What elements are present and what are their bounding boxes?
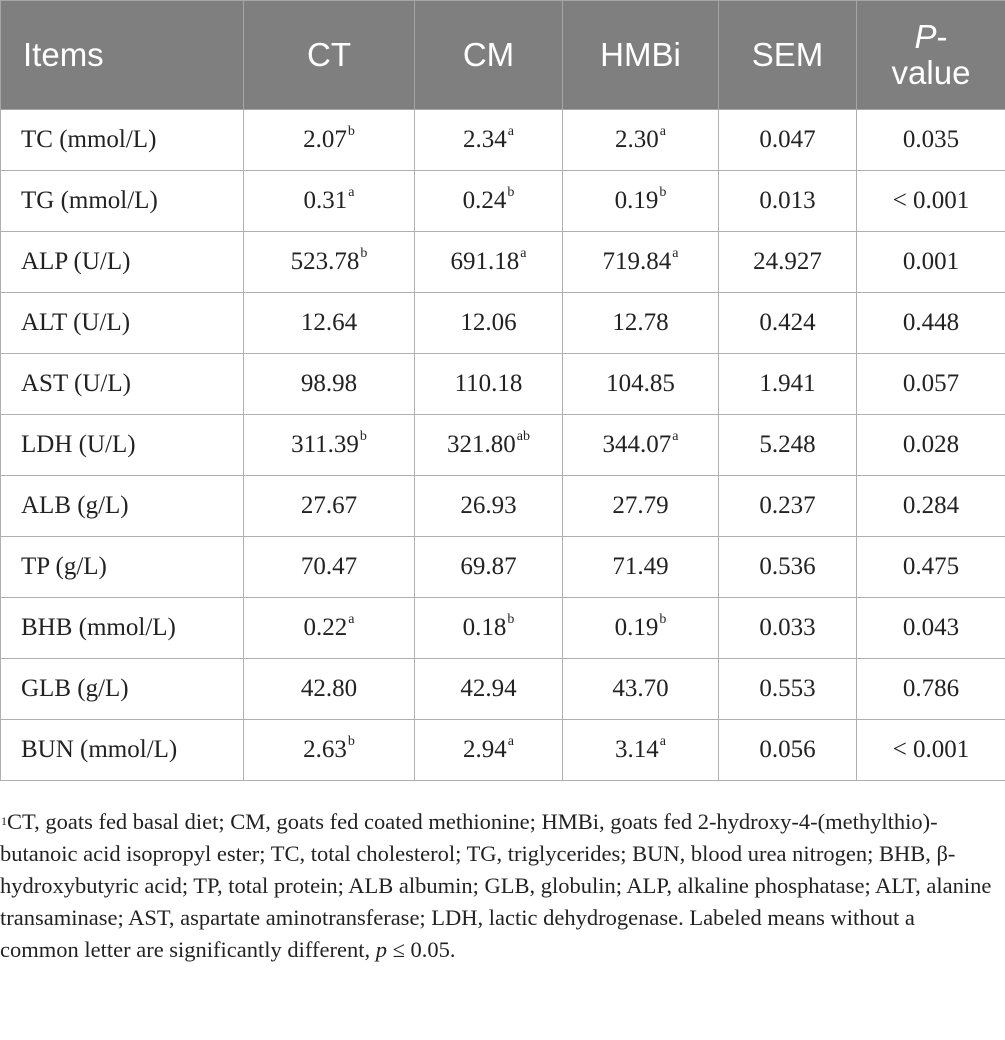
header-p-dash: - xyxy=(936,18,948,55)
cell-ct-value: 0.31 xyxy=(303,187,348,214)
cell-sem-value: 0.536 xyxy=(759,553,816,580)
cell-hmbi-value: 0.19 xyxy=(614,614,659,641)
cell-cm-value: 26.93 xyxy=(460,492,517,519)
cell-cm-significance-letter: a xyxy=(507,734,514,749)
cell-hmbi-value: 2.30 xyxy=(615,126,659,153)
cell-p-value xyxy=(857,720,1005,781)
header-sem: SEM xyxy=(719,1,857,110)
footnote-marker: 1 xyxy=(1,814,7,828)
cell-cm-significance-letter: a xyxy=(507,124,514,139)
cell-sem xyxy=(719,354,857,415)
cell-hmbi-significance-letter: a xyxy=(659,734,666,749)
header-cm: CM xyxy=(415,1,563,110)
header-ct: CT xyxy=(244,1,415,110)
cell-hmbi-value: 344.07 xyxy=(602,431,672,458)
cell-ct xyxy=(244,171,415,232)
cell-sem-value: 5.248 xyxy=(759,431,816,458)
table-row xyxy=(1,354,1005,415)
cell-ct-value: 70.47 xyxy=(300,553,358,580)
cell-ct xyxy=(244,598,415,659)
cell-hmbi xyxy=(563,537,719,598)
cell-p-value xyxy=(857,171,1005,232)
cell-p-value xyxy=(857,293,1005,354)
cell-hmbi xyxy=(563,659,719,720)
cell-hmbi xyxy=(563,476,719,537)
cell-ct-value: 311.39 xyxy=(291,431,359,458)
cell-hmbi-significance-letter: a xyxy=(659,124,666,139)
cell-item-value: LDH (U/L) xyxy=(21,431,136,458)
header-row xyxy=(1,1,1005,110)
cell-p-value-value: < 0.001 xyxy=(892,187,970,214)
cell-item-value: GLB (g/L) xyxy=(21,675,129,702)
footnote-p-symbol: p xyxy=(375,937,387,962)
cell-item xyxy=(1,232,244,293)
table-row xyxy=(1,659,1005,720)
cell-item-value: TG (mmol/L) xyxy=(21,187,158,214)
cell-cm xyxy=(415,598,563,659)
cell-cm-value: 42.94 xyxy=(460,675,517,702)
cell-cm-value: 2.94 xyxy=(463,736,507,763)
cell-p-value xyxy=(857,598,1005,659)
footnote-p-condition: ≤ 0.05. xyxy=(386,937,456,962)
cell-item-value: AST (U/L) xyxy=(21,370,131,397)
cell-hmbi-significance-letter: a xyxy=(672,429,679,444)
cell-cm xyxy=(415,110,563,171)
cell-p-value xyxy=(857,232,1005,293)
cell-cm xyxy=(415,293,563,354)
cell-item xyxy=(1,720,244,781)
cell-hmbi-value: 3.14 xyxy=(615,736,659,763)
cell-ct xyxy=(244,354,415,415)
table-header xyxy=(1,1,1005,110)
table-row xyxy=(1,476,1005,537)
cell-p-value xyxy=(857,354,1005,415)
table-body xyxy=(1,110,1005,781)
cell-cm-significance-letter: b xyxy=(507,612,515,627)
cell-p-value-value: 0.786 xyxy=(902,675,960,702)
cell-sem xyxy=(719,232,857,293)
cell-p-value-value: 0.475 xyxy=(902,553,960,580)
cell-sem xyxy=(719,415,857,476)
cell-sem-value: 0.237 xyxy=(759,492,816,519)
cell-cm-significance-letter: b xyxy=(507,185,515,200)
cell-cm-value: 110.18 xyxy=(454,370,523,397)
cell-p-value-value: 0.057 xyxy=(902,370,960,397)
cell-sem-value: 24.927 xyxy=(753,248,822,275)
cell-ct-value: 2.07 xyxy=(303,126,347,153)
cell-cm-significance-letter: ab xyxy=(516,429,530,444)
cell-cm-value: 2.34 xyxy=(463,126,507,153)
cell-sem xyxy=(719,598,857,659)
table-row xyxy=(1,537,1005,598)
table-row xyxy=(1,110,1005,171)
cell-hmbi xyxy=(563,110,719,171)
cell-hmbi-significance-letter: b xyxy=(659,185,667,200)
cell-ct xyxy=(244,720,415,781)
table-row xyxy=(1,232,1005,293)
cell-hmbi-significance-letter: b xyxy=(659,612,667,627)
cell-item xyxy=(1,415,244,476)
cell-ct xyxy=(244,659,415,720)
cell-p-value-value: 0.284 xyxy=(902,492,960,519)
cell-sem xyxy=(719,171,857,232)
header-items: Items xyxy=(1,1,244,110)
cell-p-value xyxy=(857,537,1005,598)
cell-p-value xyxy=(857,659,1005,720)
cell-ct xyxy=(244,232,415,293)
cell-p-value-value: 0.035 xyxy=(902,126,960,153)
table-row xyxy=(1,293,1005,354)
cell-cm xyxy=(415,354,563,415)
cell-ct-value: 98.98 xyxy=(300,370,358,397)
cell-cm-value: 69.87 xyxy=(460,553,517,580)
cell-sem-value: 0.056 xyxy=(759,736,816,763)
cell-ct xyxy=(244,476,415,537)
cell-hmbi-value: 43.70 xyxy=(612,675,669,702)
cell-item xyxy=(1,110,244,171)
cell-ct-value: 12.64 xyxy=(300,309,358,336)
cell-item xyxy=(1,354,244,415)
cell-cm xyxy=(415,476,563,537)
cell-cm-value: 691.18 xyxy=(450,248,520,275)
cell-hmbi xyxy=(563,720,719,781)
cell-p-value-value: 0.448 xyxy=(902,309,960,336)
header-hmbi: HMBi xyxy=(563,1,719,110)
cell-hmbi-value: 27.79 xyxy=(612,492,669,519)
cell-item xyxy=(1,598,244,659)
cell-hmbi xyxy=(563,354,719,415)
cell-hmbi xyxy=(563,232,719,293)
cell-ct-significance-letter: b xyxy=(347,734,355,749)
cell-item xyxy=(1,537,244,598)
cell-ct-value: 0.22 xyxy=(303,614,348,641)
cell-sem xyxy=(719,720,857,781)
cell-item xyxy=(1,171,244,232)
cell-cm-value: 12.06 xyxy=(460,309,517,336)
cell-sem xyxy=(719,293,857,354)
header-p-value xyxy=(857,1,1005,110)
cell-hmbi xyxy=(563,415,719,476)
cell-sem-value: 0.033 xyxy=(759,614,816,641)
cell-sem-value: 0.047 xyxy=(759,126,816,153)
cell-ct xyxy=(244,415,415,476)
header-p-letter: P xyxy=(914,18,937,55)
cell-hmbi-value: 0.19 xyxy=(614,187,659,214)
cell-ct xyxy=(244,537,415,598)
cell-hmbi-significance-letter: a xyxy=(672,246,679,261)
cell-p-value-value: < 0.001 xyxy=(892,736,970,763)
cell-cm-significance-letter: a xyxy=(520,246,527,261)
cell-item-value: TP (g/L) xyxy=(21,553,107,580)
cell-sem-value: 0.013 xyxy=(759,187,816,214)
cell-cm xyxy=(415,232,563,293)
cell-hmbi xyxy=(563,293,719,354)
table-row xyxy=(1,171,1005,232)
table-row xyxy=(1,720,1005,781)
cell-hmbi xyxy=(563,598,719,659)
cell-hmbi-value: 12.78 xyxy=(612,309,669,336)
cell-ct-significance-letter: a xyxy=(348,185,355,200)
cell-ct-value: 27.67 xyxy=(300,492,358,519)
cell-p-value-value: 0.001 xyxy=(902,248,960,275)
cell-item xyxy=(1,293,244,354)
cell-sem-value: 0.553 xyxy=(759,675,816,702)
table-row xyxy=(1,598,1005,659)
cell-cm-value: 0.18 xyxy=(462,614,507,641)
cell-ct-significance-letter: b xyxy=(360,246,368,261)
cell-cm-value: 321.80 xyxy=(447,431,516,458)
cell-ct-value: 523.78 xyxy=(290,248,360,275)
cell-item xyxy=(1,476,244,537)
cell-sem xyxy=(719,476,857,537)
cell-item xyxy=(1,659,244,720)
cell-cm xyxy=(415,720,563,781)
cell-cm xyxy=(415,415,563,476)
cell-p-value xyxy=(857,476,1005,537)
cell-cm-value: 0.24 xyxy=(462,187,507,214)
cell-ct-significance-letter: b xyxy=(359,429,367,444)
cell-p-value xyxy=(857,110,1005,171)
cell-ct-significance-letter: b xyxy=(347,124,355,139)
header-p-word: value xyxy=(891,54,971,91)
cell-sem xyxy=(719,110,857,171)
cell-cm xyxy=(415,659,563,720)
cell-p-value-value: 0.028 xyxy=(902,431,960,458)
cell-ct xyxy=(244,110,415,171)
cell-sem xyxy=(719,659,857,720)
table-row xyxy=(1,415,1005,476)
cell-p-value xyxy=(857,415,1005,476)
cell-hmbi xyxy=(563,171,719,232)
cell-hmbi-value: 719.84 xyxy=(602,248,672,275)
cell-ct xyxy=(244,293,415,354)
cell-item-value: TC (mmol/L) xyxy=(21,126,157,153)
cell-hmbi-value: 71.49 xyxy=(612,553,669,580)
cell-ct-value: 42.80 xyxy=(300,675,358,702)
cell-ct-significance-letter: a xyxy=(348,612,355,627)
cell-p-value-value: 0.043 xyxy=(902,614,960,641)
cell-hmbi-value: 104.85 xyxy=(606,370,675,397)
cell-sem-value: 0.424 xyxy=(759,309,816,336)
cell-sem-value: 1.941 xyxy=(759,370,816,397)
cell-cm xyxy=(415,171,563,232)
cell-sem xyxy=(719,537,857,598)
cell-item-value: BHB (mmol/L) xyxy=(21,614,176,641)
cell-cm xyxy=(415,537,563,598)
cell-item-value: BUN (mmol/L) xyxy=(21,736,178,763)
footnote-text: CT, goats fed basal diet; CM, goats fed coated methionine; HMBi, goats fed 2-hydroxy-4-(methylthio)-butanoic acid isopropyl ester; TC, total cholesterol; TG, triglycerides; BUN, blood urea nitrogen; BHB, β-hydroxybutyric acid; TP, total protein; ALB albumin; GLB, globulin; ALP, alkaline phosphatase; ALT, alanine transaminase; AST, aspartate aminotransferase; LDH, lactic dehydrogenase. Labeled means without a common letter are significantly different, xyxy=(0,809,992,962)
cell-item-value: ALT (U/L) xyxy=(21,309,131,336)
table-footnote xyxy=(0,806,995,966)
cell-ct-value: 2.63 xyxy=(303,736,347,763)
cell-item-value: ALB (g/L) xyxy=(21,492,129,519)
cell-item-value: ALP (U/L) xyxy=(21,248,131,275)
